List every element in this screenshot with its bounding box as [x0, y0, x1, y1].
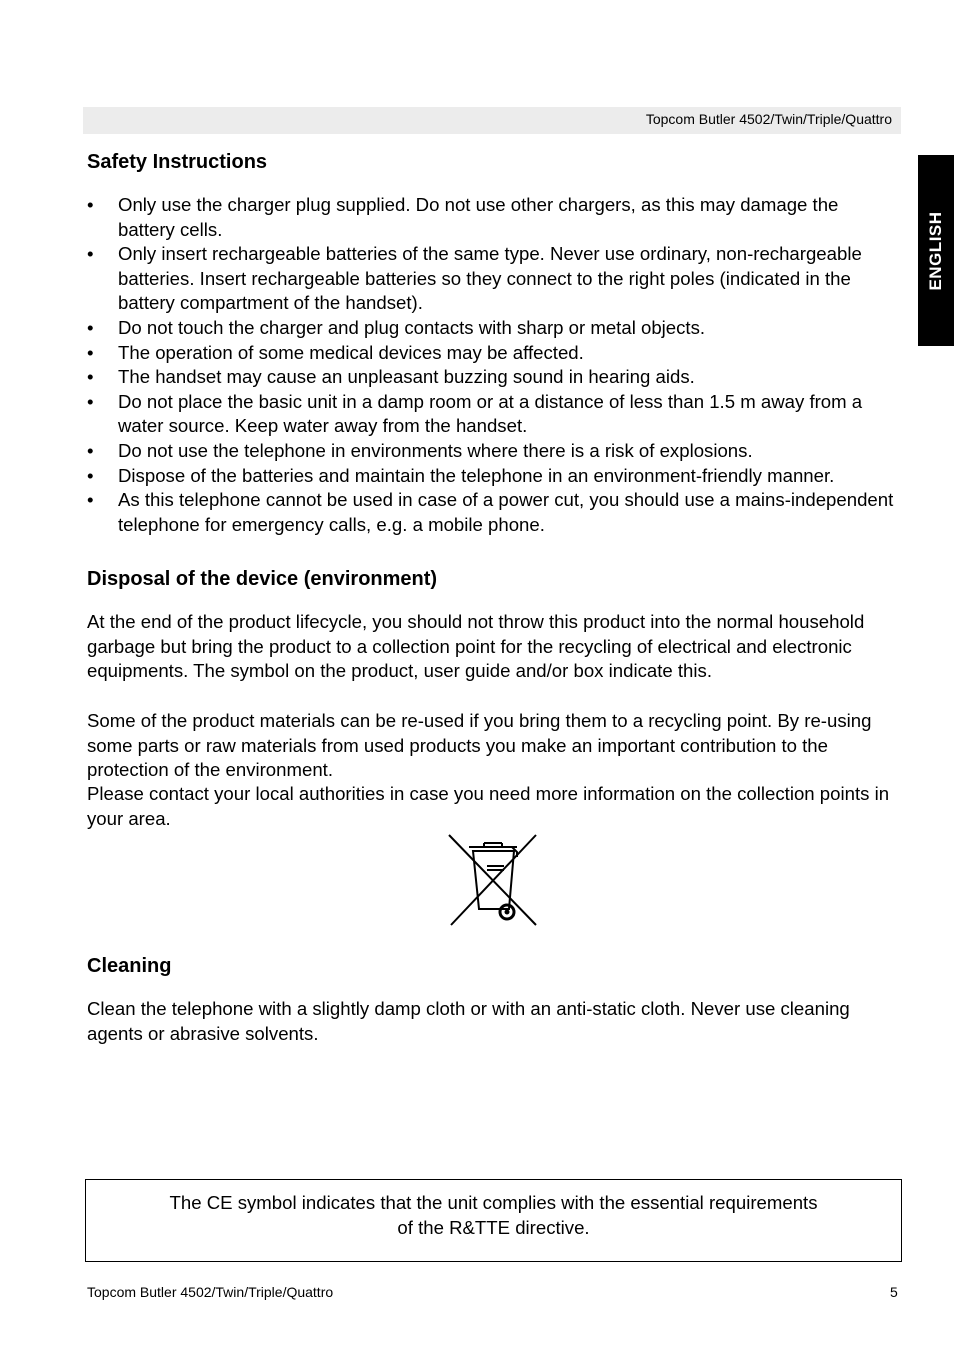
running-header	[83, 107, 901, 134]
safety-item: • Dispose of the batteries and maintain the telephone in an environment-friendly manner.	[87, 464, 899, 489]
safety-item: • Do not use the telephone in environments where there is a risk of explosions.	[87, 439, 899, 464]
disposal-paragraph-2: Some of the product materials can be re-used if you bring them to a recycling point. By re-using some parts or raw materials from used products you make an important contribution to the protection of the environment.	[87, 710, 872, 781]
safety-heading: Safety Instructions	[87, 151, 268, 173]
safety-item: • Only insert rechargeable batteries of the same type. Never use ordinary, non-rechargeable batteries. Insert rechargeable batteries so they connect to the right poles (indicated in the battery compartment of the handset).	[87, 242, 899, 316]
safety-item: • The operation of some medical devices may be affected.	[87, 341, 899, 366]
language-tab-label: ENGLISH	[926, 210, 945, 291]
cleaning-heading: Cleaning	[87, 955, 172, 977]
language-tab	[918, 155, 954, 346]
header-product-name: Topcom Butler 4502/Twin/Triple/Quattro	[645, 111, 892, 127]
safety-list	[87, 193, 899, 537]
footer-product-name: Topcom Butler 4502/Twin/Triple/Quattro	[87, 1284, 334, 1300]
disposal-paragraph-1: At the end of the product lifecycle, you should not throw this product into the normal household garbage but bring the product to a collection point for the recycling of electrical and electronic equipments. The symbol on the product, user guide and/or box indicate this.	[87, 611, 865, 682]
safety-item: • Do not place the basic unit in a damp room or at a distance of less than 1.5 m away from a water source. Keep water away from the handset.	[87, 390, 899, 439]
safety-item: • Only use the charger plug supplied. Do not use other chargers, as this may damage the battery cells.	[87, 193, 899, 242]
safety-item: • Do not touch the charger and plug contacts with sharp or metal objects.	[87, 316, 899, 341]
disposal-heading: Disposal of the device (environment)	[87, 568, 438, 590]
page-number: 5	[890, 1284, 898, 1300]
cleaning-paragraph: Clean the telephone with a slightly damp cloth or with an anti-static cloth. Never use cleaning agents or abrasive solvents.	[87, 998, 850, 1044]
disposal-paragraph-3: Please contact your local authorities in case you need more information on the collection points in your area.	[87, 783, 890, 829]
ce-notice-line-1: The CE symbol indicates that the unit complies with the essential requirements	[169, 1192, 818, 1213]
safety-item: • The handset may cause an unpleasant buzzing sound in hearing aids.	[87, 365, 899, 390]
ce-notice-box	[85, 1179, 902, 1262]
ce-notice-line-2: of the R&TTE directive.	[397, 1217, 590, 1238]
crossed-out-wheelie-bin-icon	[446, 833, 540, 928]
safety-item: • As this telephone cannot be used in case of a power cut, you should use a mains-independent telephone for emergency calls, e.g. a mobile phone.	[87, 488, 899, 537]
